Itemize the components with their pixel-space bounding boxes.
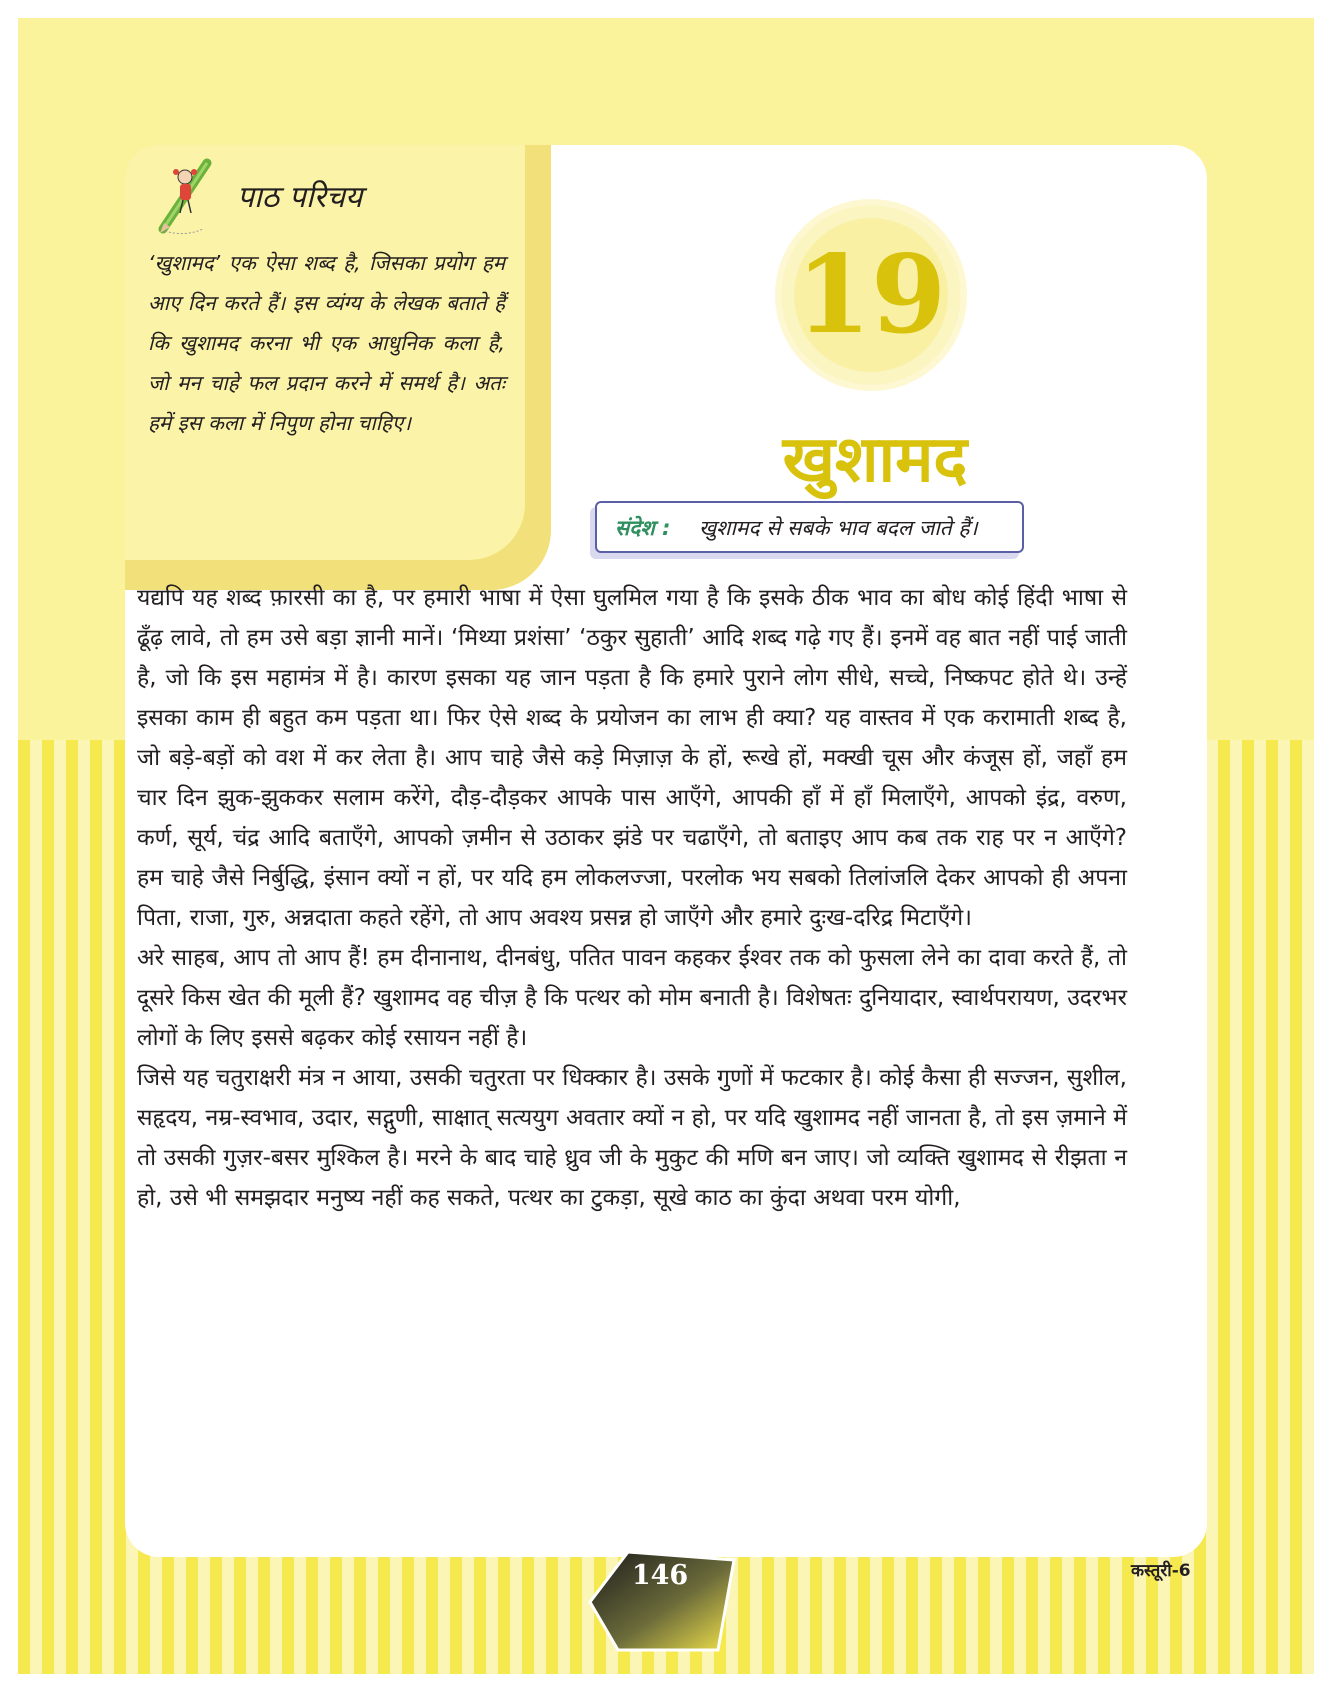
chapter-title: खुशामद bbox=[782, 423, 968, 497]
book-name: कस्तूरी-6 bbox=[1131, 1561, 1191, 1581]
intro-text: ‘खुशामद’ एक ऐसा शब्द है, जिसका प्रयोग हम आए दिन करते हैं। इस व्यंग्य के लेखक बताते हैं कि खुशामद करना भी एक आधुनिक कला है, जो मन चाहे फल प्रदान करने में समर्थ है। अतः हमें इस कला में निपुण होना चाहिए। bbox=[148, 251, 505, 435]
intro-panel bbox=[125, 145, 525, 560]
intro-title: पाठ परिचय bbox=[237, 180, 363, 215]
paragraph: यद्यपि यह शब्द फ़ारसी का है, पर हमारी भाषा में ऐसा घुलमिल गया है कि इसके ठीक भाव का बोध कोई हिंदी भाषा से ढूँढ़ लावे, तो हम उसे बड़ा ज्ञानी मानें। ‘मिथ्या प्रशंसा’ ‘ठकुर सुहाती’ आदि शब्द गढ़े गए हैं। इनमें वह बात नहीं पाई जाती है, जो कि इस महामंत्र में है। कारण इसका यह जान पड़ता है कि हमारे पुराने लोग सीधे, सच्चे, निष्कपट होते थे। उन्हें इसका काम ही बहुत कम पड़ता था। फिर ऐसे शब्द के प्रयोजन का लाभ ही क्या? यह वास्तव में एक करामाती शब्द है, जो बड़े-बड़ों को वश में कर लेता है। आप चाहे जैसे कड़े मिज़ाज़ के हों, रूखे हों, मक्खी चूस और कंजूस हों, जहाँ हम चार दिन झुक-झुककर सलाम करेंगे, दौड़-दौड़कर आपके पास आएँगे, आपकी हाँ में हाँ मिलाएँगे, आपको इंद्र, वरुण, कर्ण, सूर्य, चंद्र आदि बताएँगे, आपको ज़मीन से उठाकर झंडे पर चढाएँगे, तो बताइए आप कब तक राह पर न आएँगे? हम चाहे जैसे निर्बुद्धि, इंसान क्यों न हों, पर यदि हम लोकलज्जा, परलोक भय सबको तिलांजलि देकर आपको ही अपना पिता, राजा, गुरु, अन्नदाता कहते रहेंगे, तो आप अवश्य प्रसन्न हो जाएँगे और हमारे दुःख-दरिद्र मिटाएँगे। bbox=[137, 585, 1127, 931]
page-number: 146 bbox=[631, 1560, 689, 1591]
message-text: खुशामद से सबके भाव बदल जाते हैं। bbox=[699, 516, 978, 540]
girl-with-pencil-icon bbox=[155, 157, 225, 235]
paragraph: अरे साहब, आप तो आप हैं! हम दीनानाथ, दीनबंधु, पतित पावन कहकर ईश्वर तक को फुसला लेने का दावा करते हैं, तो दूसरे किस खेत की मूली हैं? खुशामद वह चीज़ है कि पत्थर को मोम बनाती है। विशेषतः दुनियादार, स्वार्थपरायण, उदरभर लोगों के लिए इससे बढ़कर कोई रसायन नहीं है। bbox=[137, 945, 1127, 1051]
message-box bbox=[595, 501, 1024, 553]
message-label: संदेश : bbox=[615, 516, 671, 540]
chapter-number: 19 bbox=[795, 232, 947, 358]
paragraph: जिसे यह चतुराक्षरी मंत्र न आया, उसकी चतुरता पर धिक्कार है। उसके गुणों में फटकार है। कोई कैसा ही सज्जन, सुशील, सहृदय, नम्र-स्वभाव, उदार, सद्गुणी, साक्षात् सत्ययुग अवतार क्यों न हो, पर यदि खुशामद नहीं जानता है, तो इस ज़माने में तो उसकी गुज़र-बसर मुश्किल है। मरने के बाद चाहे ध्रुव जी के मुकुट की मणि बन जाए। जो व्यक्ति खुशामद से रीझता न हो, उसे भी समझदार मनुष्य नहीं कह सकते, पत्थर का टुकड़ा, सूखे काठ का कुंदा अथवा परम योगी, bbox=[137, 1065, 1127, 1211]
chapter-badge bbox=[781, 205, 961, 385]
body-text bbox=[137, 578, 1127, 1218]
content-card bbox=[125, 145, 1207, 1557]
